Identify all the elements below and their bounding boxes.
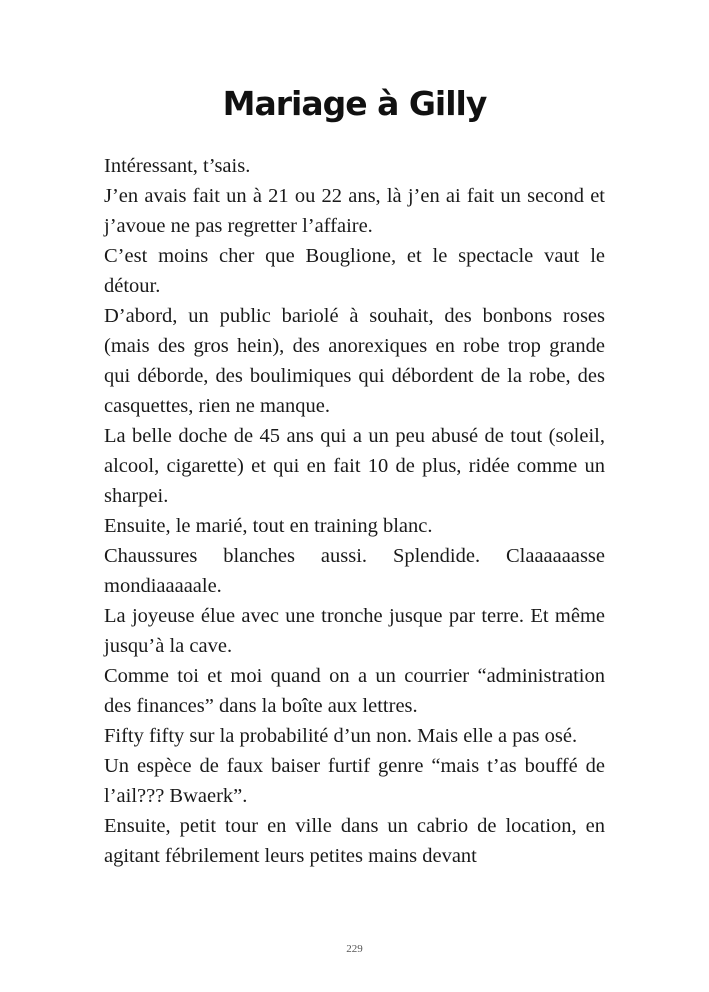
- body-text: [104, 151, 605, 871]
- paragraph: Ensuite, le marié, tout en training blanc.: [104, 515, 433, 537]
- paragraph: Chaussures blanches aussi. Splendide. Claaaaaasse mondiaaaaale.: [104, 545, 605, 597]
- paragraph: La joyeuse élue avec une tronche jusque par terre. Et même jusqu’à la cave.: [104, 605, 605, 657]
- paragraph: J’en avais fait un à 21 ou 22 ans, là j’en ai fait un second et j’avoue ne pas regretter l’affaire.: [104, 185, 605, 237]
- paragraph: C’est moins cher que Bouglione, et le spectacle vaut le détour.: [104, 245, 605, 297]
- paragraph: D’abord, un public bariolé à souhait, des bonbons roses (mais des gros hein), des anorexiques en robe trop grande qui déborde, des boulimiques qui débordent de la robe, des casquettes, rien ne manque.: [104, 305, 605, 417]
- paragraph: Ensuite, petit tour en ville dans un cabrio de location, en agitant fébrilement leurs petites mains devant: [104, 815, 605, 867]
- paragraph: Intéressant, t’sais.: [104, 155, 251, 177]
- paragraph: La belle doche de 45 ans qui a un peu abusé de tout (soleil, alcool, cigarette) et qui en fait 10 de plus, ridée comme un sharpei.: [104, 425, 605, 507]
- paragraph: Fifty fifty sur la probabilité d’un non. Mais elle a pas osé.: [104, 725, 578, 747]
- paragraph: Comme toi et moi quand on a un courrier “administration des finances” dans la boîte aux lettres.: [104, 665, 605, 717]
- page-number: 229: [346, 943, 363, 955]
- page-title: Mariage à Gilly: [222, 84, 487, 123]
- paragraph: Un espèce de faux baiser furtif genre “mais t’as bouffé de l’ail??? Bwaerk”.: [104, 755, 605, 807]
